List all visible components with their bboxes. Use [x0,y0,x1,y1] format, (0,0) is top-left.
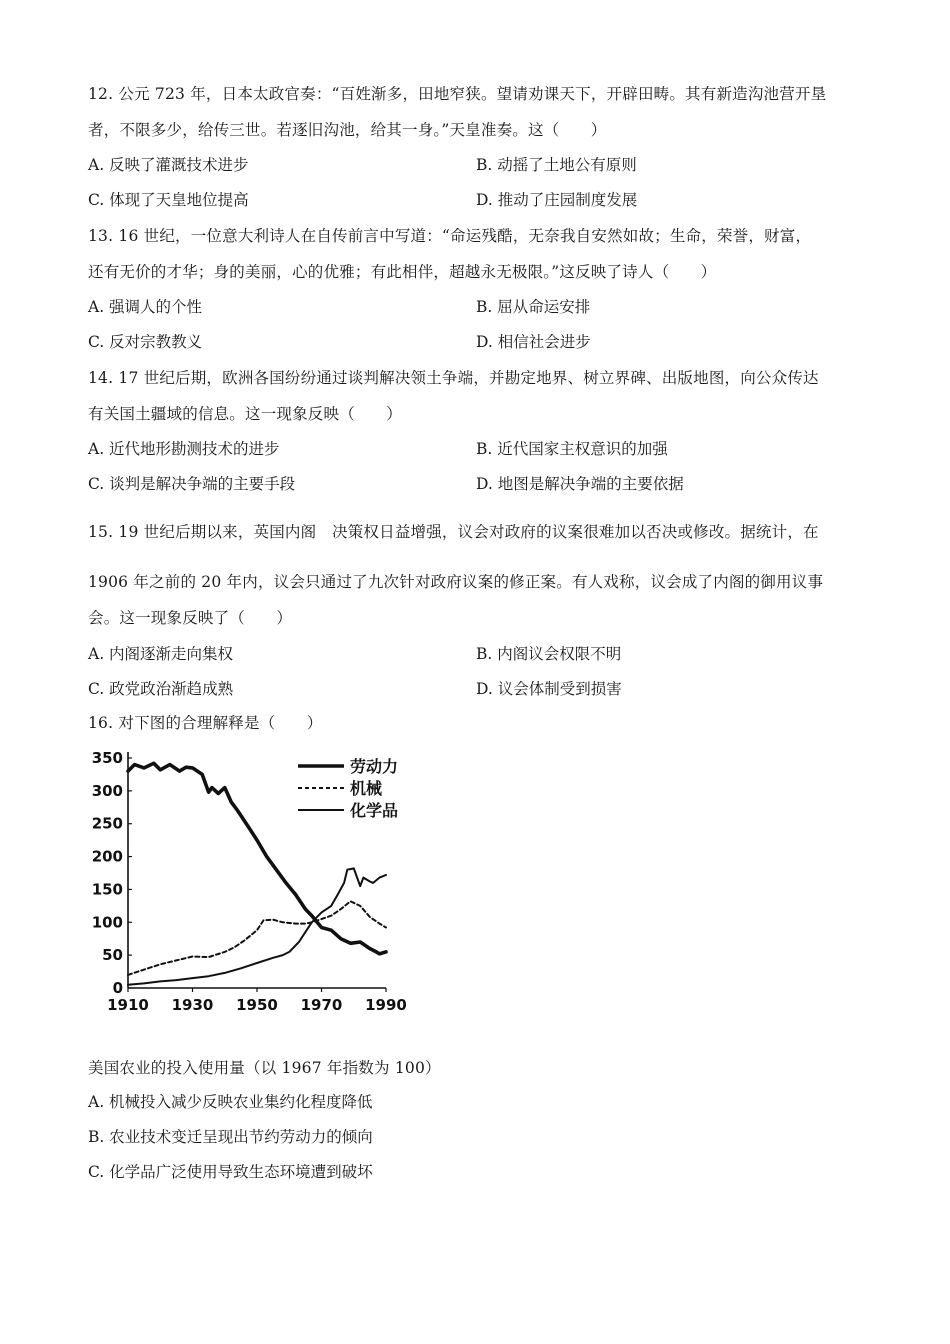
q15-stem-line1: 15. 19 世纪后期以来，英国内阁 决策权日益增强，议会对政府的议案很难加以否决或修改。据统计，在 [88,523,819,541]
y-tick-label: 50 [102,946,123,965]
q14-stem-line1: 14. 17 世纪后期，欧洲各国纷纷通过谈判解决领土争端，并勘定地界、树立界碑、出版地图，向公众传达 [88,369,819,387]
q12-option-c[interactable]: C. 体现了天皇地位提高 [88,191,249,209]
x-tick-label: 1990 [365,996,407,1014]
q15-option-b[interactable]: B. 内阁议会权限不明 [476,645,622,663]
q16-option-b[interactable]: B. 农业技术变迁呈现出节约劳动力的倾向 [88,1128,373,1146]
q13-stem-line1: 13. 16 世纪，一位意大利诗人在自传前言中写道：“命运残酷，无奈我自安然如故；生命，荣誉，财富， [88,227,812,245]
q15-stem-line2: 1906 年之前的 20 年内，议会只通过了九次针对政府议案的修正案。有人戏称，议会成了内阁的御用议事 [88,573,824,591]
chart-legend [298,757,398,820]
x-tick-label: 1950 [236,996,278,1014]
y-tick-label: 150 [91,880,123,899]
q14-stem-line2: 有关国土疆域的信息。这一现象反映（ ） [88,405,403,423]
legend-label-2: 机械 [350,779,383,798]
y-tick-label: 350 [91,749,123,767]
q12-stem-line2: 者，不限多少，给传三世。若逐旧沟池，给其一身。”天皇准奏。这（ ） [88,121,607,139]
q13-option-c[interactable]: C. 反对宗教教义 [88,333,203,351]
q13-option-d[interactable]: D. 相信社会进步 [476,333,591,351]
q13-stem-line2: 还有无价的才华；身的美丽，心的优雅；有此相伴，超越永无极限。”这反映了诗人（ ） [88,263,717,281]
y-tick-label: 100 [91,913,123,932]
y-tick-label: 200 [91,847,123,866]
q14-option-c[interactable]: C. 谈判是解决争端的主要手段 [88,475,296,493]
q16-chart-caption: 美国农业的投入使用量（以 1967 年指数为 100） [88,1059,441,1077]
series-line-1 [128,763,386,954]
legend-label-3: 化学品 [350,801,399,820]
q16-option-c[interactable]: C. 化学品广泛使用导致生态环境遭到破坏 [88,1163,373,1181]
q14-option-d[interactable]: D. 地图是解决争端的主要依据 [476,475,684,493]
q12-option-d[interactable]: D. 推动了庄园制度发展 [476,191,638,209]
x-tick-label: 1930 [171,996,214,1014]
chart-series [128,763,386,984]
series-line-3 [128,868,386,984]
q15-option-c[interactable]: C. 政党政治渐趋成熟 [88,680,234,698]
q14-option-a[interactable]: A. 近代地形勘测技术的进步 [88,440,280,458]
q15-option-a[interactable]: A. 内阁逐渐走向集权 [88,645,234,663]
q16-option-a[interactable]: A. 机械投入减少反映农业集约化程度降低 [88,1093,373,1111]
q13-option-a[interactable]: A. 强调人的个性 [88,298,203,316]
y-tick-label: 300 [91,781,123,800]
q15-option-d[interactable]: D. 议会体制受到损害 [476,680,622,698]
y-tick-label: 0 [112,979,123,997]
q12-stem-line1: 12. 公元 723 年，日本太政官奏：“百姓渐多，田地窄狭。望请劝课天下，开辟田畴。其有新造沟池营开垦 [88,85,827,103]
y-tick-label: 250 [91,814,123,833]
q12-option-a[interactable]: A. 反映了灌溉技术进步 [88,156,249,174]
q12-option-b[interactable]: B. 动摇了土地公有原则 [476,156,637,174]
q13-option-b[interactable]: B. 屈从命运安排 [476,298,591,316]
q14-option-b[interactable]: B. 近代国家主权意识的加强 [476,440,668,458]
x-tick-label: 1970 [300,996,343,1014]
q16-stem: 16. 对下图的合理解释是（ ） [88,714,323,732]
q15-stem-line3: 会。这一现象反映了（ ） [88,609,293,627]
legend-label-1: 劳动力 [350,757,399,776]
agriculture-input-chart [86,740,426,1025]
x-tick-label: 1910 [107,996,149,1014]
